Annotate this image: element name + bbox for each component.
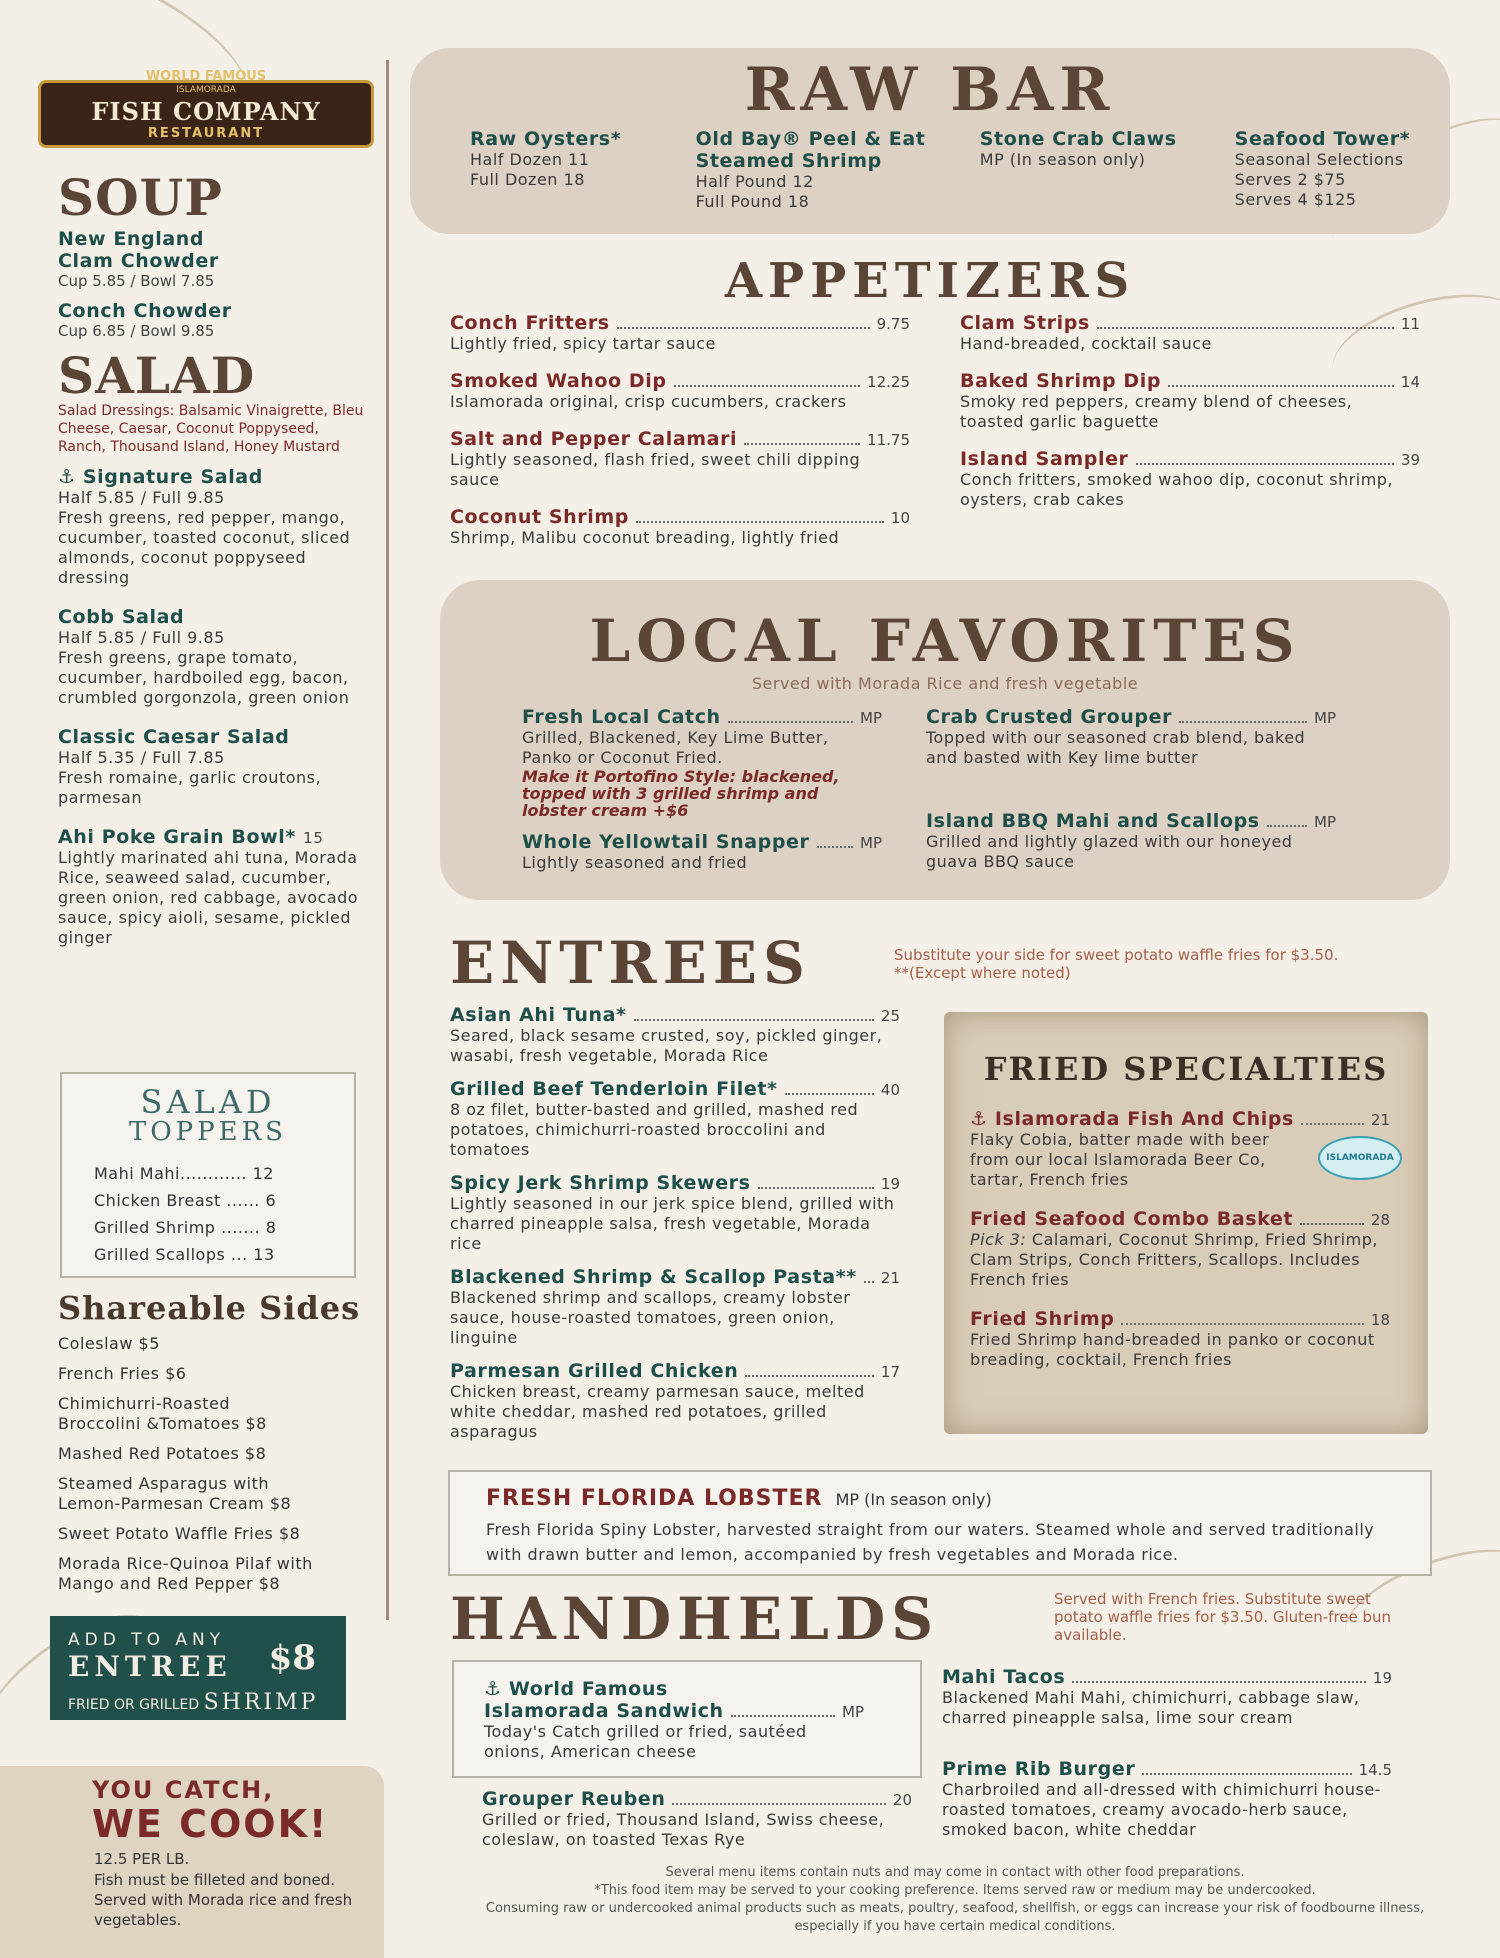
side-item: Morada Rice-Quinoa Pilaf with Mango and Red Pepper $8: [58, 1554, 313, 1593]
raw-bar-item: [980, 128, 1195, 212]
salad-item: [58, 726, 368, 808]
local-item-price: MP: [1314, 709, 1336, 727]
addon-line3-text: FRIED OR GRILLED: [68, 1697, 200, 1713]
fried-item: [970, 1208, 1390, 1290]
raw-bar-item-line: MP (In season only): [979, 150, 1146, 169]
anchor-icon: ⚓: [970, 1108, 988, 1130]
handheld-name: World Famous: [508, 1678, 668, 1700]
local-item-price: MP: [1314, 813, 1336, 831]
entree-name: Asian Ahi Tuna*: [450, 1004, 627, 1026]
addon-line4-text: SHRIMP: [203, 1690, 319, 1715]
fried-specialties-heading: FRIED SPECIALTIES: [983, 1050, 1389, 1088]
raw-bar-item-line: Half Pound 12: [695, 172, 814, 191]
local-item-desc: Lightly seasoned and fried: [522, 853, 748, 872]
appetizer-item: [960, 448, 1420, 510]
raw-bar-item: [470, 128, 656, 212]
salad-item-price: Half 5.85 / Full 9.85: [58, 488, 225, 507]
islamorada-beer-badge-text: ISLAMORADA: [1326, 1153, 1394, 1163]
handheld-item: [482, 1788, 912, 1850]
salad-item: [58, 466, 368, 588]
salad-item-desc: Fresh greens, grape tomato, cucumber, hardboiled egg, bacon, crumbled gorgonzola, green onion: [58, 648, 350, 707]
appetizer-price: 14: [1400, 373, 1420, 391]
entrees-note-line2: **(Except where noted): [894, 964, 1071, 982]
raw-bar-item-line: Full Pound 18: [695, 192, 810, 211]
topper-item: [94, 1160, 354, 1187]
appetizer-item: [450, 506, 910, 548]
salad-item-name: Ahi Poke Grain Bowl*: [58, 826, 296, 848]
topper-price: 8: [265, 1218, 277, 1237]
raw-bar-item-name: Old Bay® Peel & Eat Steamed Shrimp: [695, 128, 926, 172]
local-item-desc: Grilled and lightly glazed with our honeyed guava BBQ sauce: [926, 832, 1293, 871]
salad-item-desc: Lightly marinated ahi tuna, Morada Rice, seaweed salad, cucumber, green onion, red cabbage, avocado sauce, spicy aioli, sesame, pickled ginger: [58, 848, 359, 947]
soup-item: [58, 300, 368, 340]
entrees-list: [450, 1004, 900, 1442]
local-item: [926, 706, 1336, 768]
appetizer-name: Smoked Wahoo Dip: [450, 370, 667, 392]
appetizer-name: Island Sampler: [960, 448, 1129, 470]
entrees-note: [894, 946, 1474, 982]
appetizer-price: 9.75: [876, 315, 910, 333]
topper-dots: ...: [230, 1245, 248, 1264]
entrees-heading: ENTREES: [450, 929, 811, 997]
local-favorites-right: [926, 706, 1336, 872]
soup-heading: SOUP: [58, 168, 223, 227]
raw-bar-heading: RAW BAR: [744, 55, 1116, 125]
fried-item-price: 18: [1370, 1311, 1390, 1329]
fried-item-desc: Flaky Cobia, batter made with beer from our local Islamorada Beer Co, tartar, French fries: [970, 1130, 1270, 1189]
catch-line1: YOU CATCH,: [92, 1776, 275, 1804]
raw-bar-item-name: Raw Oysters*: [470, 128, 622, 150]
salad-item-price: Half 5.85 / Full 9.85: [58, 628, 225, 647]
appetizer-desc: Conch fritters, smoked wahoo dip, coconut shrimp, oysters, crab cakes: [960, 470, 1394, 509]
footer-line: *This food item may be served to your cooking preference. Items served raw or medium may be undercooked.: [594, 1883, 1316, 1898]
entree-price: 21: [880, 1269, 900, 1287]
salad-item-price: 15: [303, 829, 324, 847]
entree-item: [450, 1360, 900, 1442]
local-item: [522, 706, 882, 819]
islamorada-sandwich-box: [452, 1660, 922, 1778]
local-item-price: MP: [860, 709, 882, 727]
appetizer-price: 10: [890, 509, 910, 527]
raw-bar-item-name: Seafood Tower*: [1234, 128, 1411, 150]
add-shrimp-box: [50, 1616, 346, 1720]
fried-item-price: 21: [1370, 1111, 1390, 1129]
salad-item-price: Half 5.35 / Full 7.85: [58, 748, 225, 767]
local-favorites-heading: LOCAL FAVORITES: [589, 607, 1301, 675]
lobster-name: FRESH FLORIDA LOBSTER: [486, 1486, 823, 1511]
local-item-note: Make it Portofino Style: blackened, topped with 3 grilled shrimp and lobster cream +$6: [522, 767, 840, 820]
handheld-name-2: Islamorada Sandwich: [484, 1700, 724, 1722]
local-item-name: Crab Crusted Grouper: [926, 706, 1173, 728]
addon-line2: ENTREE: [68, 1650, 232, 1683]
addon-line3: [68, 1690, 318, 1715]
anchor-icon: ⚓: [484, 1678, 502, 1700]
local-item: [522, 831, 882, 873]
topper-price: 13: [253, 1245, 275, 1264]
raw-bar-item-line: Serves 4 $125: [1234, 190, 1357, 209]
entree-item: [450, 1004, 900, 1066]
side-item: Chimichurri-Roasted Broccolini &Tomatoes $8: [58, 1394, 267, 1433]
entree-name: Grilled Beef Tenderloin Filet*: [450, 1078, 778, 1100]
handheld-price: 14.5: [1358, 1761, 1392, 1779]
handheld-item: [942, 1758, 1392, 1840]
addon-line1: ADD TO ANY: [68, 1630, 226, 1650]
handheld-desc: Blackened Mahi Mahi, chimichurri, cabbage slaw, charred pineapple salsa, lime sour cream: [942, 1688, 1360, 1727]
handheld-item: [942, 1666, 1392, 1728]
toppers-heading: SALAD: [140, 1083, 276, 1121]
topper-item: [94, 1214, 354, 1241]
column-divider: [386, 60, 389, 1620]
appetizer-item: [960, 312, 1420, 354]
entree-desc: Blackened shrimp and scallops, creamy lobster sauce, house-roasted tomatoes, green onion, linguine: [450, 1288, 851, 1347]
logo-main-text: FISH COMPANY: [91, 97, 321, 126]
local-favorites-subtitle: Served with Morada Rice and fresh vegetable: [751, 674, 1139, 693]
handheld-price: 20: [892, 1791, 912, 1809]
topper-price: 6: [265, 1191, 277, 1210]
fried-item-pick: Pick 3:: [970, 1230, 1027, 1249]
raw-bar-items: [470, 128, 1430, 212]
catch-line2: WE COOK!: [92, 1802, 329, 1846]
salad-item-desc: Fresh greens, red pepper, mango, cucumber, toasted coconut, sliced almonds, coconut poppyseed dressing: [58, 508, 351, 587]
side-item: Coleslaw $5: [58, 1334, 160, 1353]
fried-item-desc: Fried Shrimp hand-breaded in panko or coconut breading, cocktail, French fries: [970, 1330, 1375, 1369]
soup-item-name: New England Clam Chowder: [58, 228, 219, 272]
local-item-desc: Grilled, Blackened, Key Lime Butter, Panko or Coconut Fried.: [522, 728, 829, 767]
footer-line: Consuming raw or undercooked animal products such as meats, poultry, seafood, shellfish, or eggs can increase your risk of foodbourne illness, especially if you have certain medical conditions.: [485, 1901, 1425, 1934]
fried-item-price: 28: [1370, 1211, 1390, 1229]
handheld-desc: Grilled or fried, Thousand Island, Swiss cheese, coleslaw, on toasted Texas Rye: [482, 1810, 885, 1849]
appetizer-desc: Shrimp, Malibu coconut breading, lightly fried: [450, 528, 840, 547]
entrees-note-line1: Substitute your side for sweet potato waffle fries for $3.50.: [894, 946, 1339, 964]
catch-desc: Fish must be filleted and boned. Served with Morada rice and fresh vegetables.: [94, 1871, 353, 1929]
appetizer-price: 11.75: [867, 431, 910, 449]
appetizer-price: 11: [1400, 315, 1420, 333]
footer-line: Several menu items contain nuts and may come in contact with other food preparations.: [665, 1865, 1245, 1880]
entree-item: [450, 1172, 900, 1254]
topper-item: [94, 1241, 354, 1268]
salad-item-name: Cobb Salad: [58, 606, 185, 628]
entree-price: 40: [880, 1081, 900, 1099]
appetizer-name: Conch Fritters: [450, 312, 610, 334]
soup-item: [58, 228, 368, 290]
salad-dressings: Salad Dressings: Balsamic Vinaigrette, Bleu Cheese, Caesar, Coconut Poppyseed, Ranch, Thousand Island, Honey Mustard: [58, 403, 364, 455]
salad-heading: SALAD: [58, 346, 256, 405]
raw-bar-item: [1235, 128, 1430, 212]
appetizer-desc: Lightly seasoned, flash fried, sweet chili dipping sauce: [450, 450, 861, 489]
topper-dots: ......: [226, 1191, 260, 1210]
fried-item-desc: Calamari, Coconut Shrimp, Fried Shrimp, Clam Strips, Conch Fritters, Scallops. Includes French fries: [970, 1230, 1378, 1289]
appetizer-item: [450, 370, 910, 412]
appetizer-name: Salt and Pepper Calamari: [450, 428, 738, 450]
raw-bar-item-line: Full Dozen 18: [470, 170, 585, 189]
salad-item-desc: Fresh romaine, garlic croutons, parmesan: [58, 768, 322, 807]
local-item-desc: Topped with our seasoned crab blend, baked and basted with Key lime butter: [926, 728, 1306, 767]
handheld-name: Prime Rib Burger: [942, 1758, 1136, 1780]
logo-middle-text: ISLAMORADA: [176, 85, 236, 95]
local-favorites-left: [522, 706, 882, 873]
toppers-heading-2: TOPPERS: [128, 1117, 287, 1147]
fried-item: [970, 1308, 1390, 1370]
islamorada-beer-badge: [1318, 1136, 1402, 1180]
catch-price: 12.5 PER LB.: [94, 1850, 190, 1868]
appetizer-name: Coconut Shrimp: [450, 506, 629, 528]
soup-item-price: Cup 6.85 / Bowl 9.85: [58, 322, 215, 340]
topper-dots: ............: [179, 1164, 248, 1183]
soup-item-price: Cup 5.85 / Bowl 7.85: [58, 272, 215, 290]
entree-name: Parmesan Grilled Chicken: [450, 1360, 739, 1382]
appetizers-heading: APPETIZERS: [724, 253, 1136, 309]
entree-item: [450, 1266, 900, 1348]
entree-desc: Chicken breast, creamy parmesan sauce, melted white cheddar, mashed red potatoes, grilled asparagus: [450, 1382, 865, 1441]
entree-desc: Seared, black sesame crusted, soy, pickled ginger, wasabi, fresh vegetable, Morada Rice: [450, 1026, 883, 1065]
fried-item-name: Fried Seafood Combo Basket: [970, 1208, 1294, 1230]
local-item-name: Island BBQ Mahi and Scallops: [926, 810, 1260, 832]
topper-price: 12: [252, 1164, 274, 1183]
appetizer-desc: Lightly fried, spicy tartar sauce: [450, 334, 716, 353]
appetizer-name: Clam Strips: [960, 312, 1090, 334]
raw-bar-item: [696, 128, 940, 212]
lobster-box: [448, 1470, 1432, 1576]
side-item: Sweet Potato Waffle Fries $8: [58, 1524, 301, 1543]
topper-dots: .......: [221, 1218, 261, 1237]
raw-bar-item-line: Half Dozen 11: [470, 150, 590, 169]
entree-price: 25: [880, 1007, 900, 1025]
entree-price: 19: [880, 1175, 900, 1193]
entree-item: [450, 1078, 900, 1160]
anchor-icon: ⚓: [58, 466, 76, 488]
fried-item-name: Islamorada Fish And Chips: [994, 1108, 1294, 1130]
appetizer-item: [450, 312, 910, 354]
salad-item-name: Classic Caesar Salad: [58, 726, 290, 748]
handheld-price: MP: [842, 1703, 864, 1721]
side-item: Steamed Asparagus with Lemon-Parmesan Cream $8: [58, 1474, 292, 1513]
appetizer-name: Baked Shrimp Dip: [960, 370, 1162, 392]
handheld-price: 19: [1372, 1669, 1392, 1687]
salad-item-name: Signature Salad: [82, 466, 263, 488]
raw-bar-item-name: Stone Crab Claws: [979, 128, 1177, 150]
you-catch-we-cook: [0, 1766, 384, 1958]
salad-item: [58, 606, 368, 708]
entree-price: 17: [880, 1363, 900, 1381]
local-item-name: Fresh Local Catch: [522, 706, 721, 728]
local-item: [926, 810, 1336, 872]
topper-name: Mahi Mahi: [94, 1164, 180, 1183]
handheld-name: Mahi Tacos: [942, 1666, 1066, 1688]
topper-item: [94, 1187, 354, 1214]
appetizer-item: [450, 428, 910, 490]
handheld-name: Grouper Reuben: [482, 1788, 666, 1810]
handhelds-heading: HANDHELDS: [450, 1585, 940, 1653]
lobster-desc: Fresh Florida Spiny Lobster, harvested straight from our waters. Steamed whole and served traditionally with drawn butter and lemon, accompanied by fresh vegetables and Morada rice.: [486, 1520, 1375, 1564]
raw-bar-item-line: Serves 2 $75: [1234, 170, 1346, 189]
footer-disclaimer: [460, 1864, 1450, 1936]
local-item-price: MP: [860, 834, 882, 852]
side-item: French Fries $6: [58, 1364, 187, 1383]
entree-desc: Lightly seasoned in our jerk spice blend, grilled with charred pineapple salsa, fresh vegetable, Morada rice: [450, 1194, 895, 1253]
handheld-desc: Charbroiled and all-dressed with chimichurri house-roasted tomatoes, creamy avocado-herb sauce, smoked bacon, white cheddar: [942, 1780, 1381, 1839]
salad-item: [58, 826, 368, 948]
restaurant-logo: [38, 69, 374, 148]
appetizer-desc: Hand-breaded, cocktail sauce: [960, 334, 1212, 353]
appetizers-left: [450, 312, 910, 548]
side-item: Mashed Red Potatoes $8: [58, 1444, 267, 1463]
shareable-sides: [58, 1288, 368, 1594]
appetizer-price: 12.25: [867, 373, 910, 391]
entree-name: Spicy Jerk Shrimp Skewers: [450, 1172, 751, 1194]
raw-bar-item-line: Seasonal Selections: [1234, 150, 1404, 169]
fried-item-name: Fried Shrimp: [970, 1308, 1115, 1330]
handhelds-note: Served with French fries. Substitute sweet potato waffle fries for $3.50. Gluten-free bun available.: [1054, 1590, 1392, 1644]
appetizer-desc: Smoky red peppers, creamy blend of cheeses, toasted garlic baguette: [960, 392, 1353, 431]
appetizer-price: 39: [1400, 451, 1420, 469]
salad-toppers-box: [60, 1072, 356, 1278]
topper-name: Grilled Shrimp: [94, 1218, 216, 1237]
appetizer-item: [960, 370, 1420, 432]
logo-top-text: WORLD FAMOUS: [145, 69, 267, 84]
lobster-price: MP (In season only): [835, 1490, 992, 1509]
sides-heading: Shareable Sides: [58, 1289, 361, 1327]
topper-name: Grilled Scallops: [94, 1245, 226, 1264]
appetizer-desc: Islamorada original, crisp cucumbers, crackers: [450, 392, 847, 411]
appetizers-right: [960, 312, 1420, 510]
left-column: [58, 168, 368, 948]
addon-price: $8: [268, 1638, 316, 1678]
local-item-name: Whole Yellowtail Snapper: [522, 831, 810, 853]
topper-name: Chicken Breast: [94, 1191, 221, 1210]
logo-bottom-text: RESTAURANT: [147, 126, 265, 141]
soup-item-name: Conch Chowder: [58, 300, 232, 322]
handheld-desc: Today's Catch grilled or fried, sautéed onions, American cheese: [484, 1722, 807, 1761]
entree-name: Blackened Shrimp & Scallop Pasta**: [450, 1266, 857, 1288]
entree-desc: 8 oz filet, butter-basted and grilled, mashed red potatoes, chimichurri-roasted broccolini and tomatoes: [450, 1100, 859, 1159]
